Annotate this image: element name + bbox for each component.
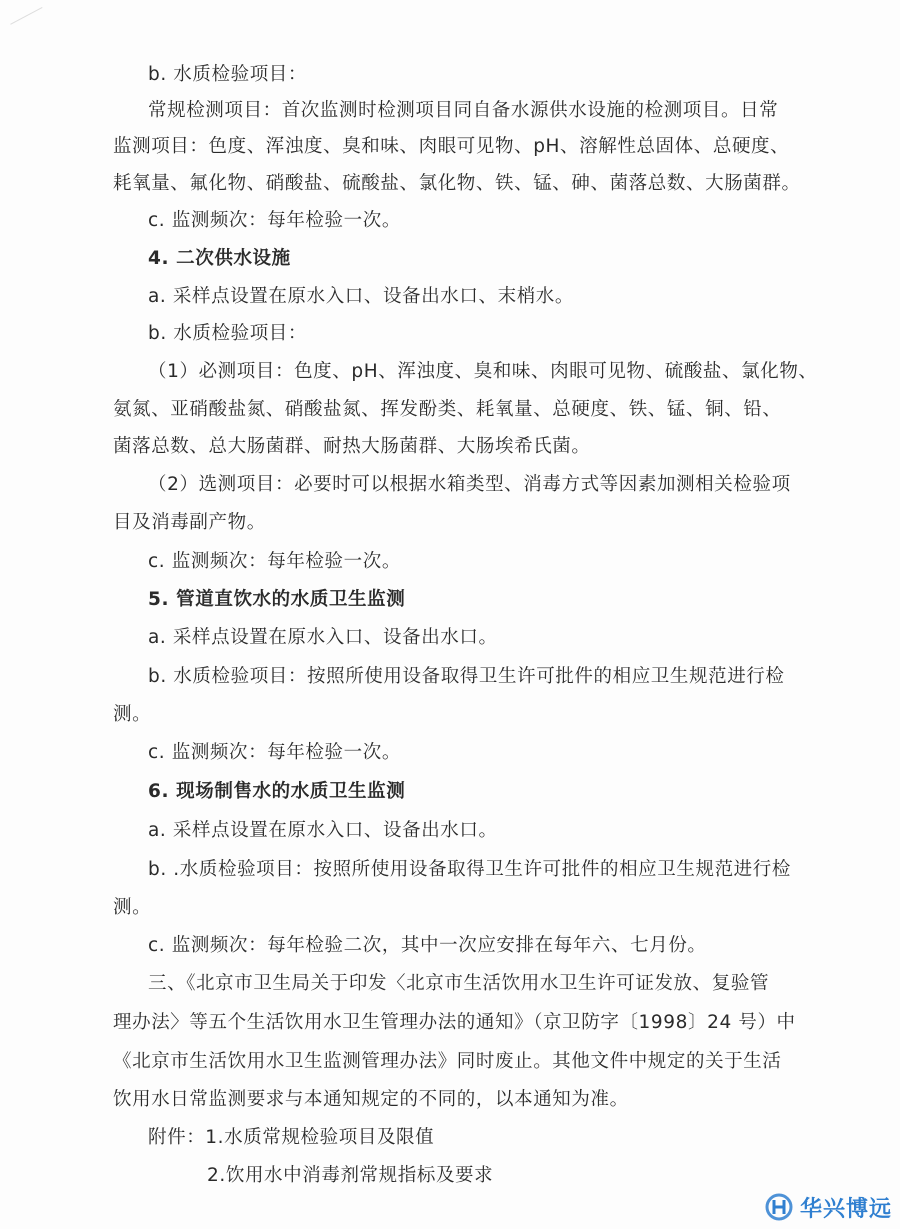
brand-name: 华兴博远 [800,1196,893,1222]
paragraph-three-line-2: 理办法〉等五个生活饮用水卫生管理办法的通知》（京卫防字〔1998〕24 号）中 [113,1012,796,1033]
paragraph-three-line-4: 饮用水日常监测要求与本通知规定的不同的，以本通知为准。 [113,1089,629,1110]
text-line-16: a. 采样点设置在原水入口、设备出水口。 [148,627,498,648]
text-line-10: 氨氮、亚硝酸盐氮、硝酸盐氮、挥发酚类、耗氧量、总硬度、铁、锰、铜、铅、 [113,399,782,420]
text-line-13: 目及消毒副产物。 [113,512,266,533]
text-line-4: 耗氧量、氟化物、硝酸盐、硫酸盐、氯化物、铁、锰、砷、菌落总数、大肠菌群。 [113,173,801,194]
text-line-7: a. 采样点设置在原水入口、设备出水口、末梢水。 [148,286,574,307]
text-line-5: c. 监测频次：每年检验一次。 [148,210,401,231]
text-line-14: c. 监测频次：每年检验一次。 [148,551,401,572]
section-heading-4: 4. 二次供水设施 [148,248,291,269]
section-heading-5: 5. 管道直饮水的水质卫生监测 [148,589,406,610]
brand-logo-icon [764,1192,794,1222]
text-line-22: b. .水质检验项目：按照所使用设备取得卫生许可批件的相应卫生规范进行检 [148,859,791,880]
text-line-1: b. 水质检验项目： [148,64,308,85]
text-line-2: 常规检测项目：首次监测时检测项目同自备水源供水设施的检测项目。日常 [148,100,779,121]
text-line-23: 测。 [113,897,152,918]
text-line-8: b. 水质检验项目： [148,323,308,344]
brand-watermark [764,1188,900,1226]
attachment-line-2: 2.饮用水中消毒剂常规指标及要求 [207,1165,494,1186]
text-line-24: c. 监测频次：每年检验二次，其中一次应安排在每年六、七月份。 [148,935,707,956]
text-line-17: b. 水质检验项目：按照所使用设备取得卫生许可批件的相应卫生规范进行检 [148,666,785,687]
text-line-9: （1）必测项目：色度、pH、浑浊度、臭和味、肉眼可见物、硫酸盐、氯化物、 [148,361,818,382]
paragraph-three-line-3: 《北京市生活饮用水卫生监测管理办法》同时废止。其他文件中规定的关于生活 [113,1051,782,1072]
text-line-11: 菌落总数、总大肠菌群、耐热大肠菌群、大肠埃希氏菌。 [113,436,591,457]
text-line-3: 监测项目：色度、浑浊度、臭和味、肉眼可见物、pH、溶解性总固体、总硬度、 [113,136,790,157]
paragraph-three-line-1: 三、《北京市卫生局关于印发〈北京市生活饮用水卫生许可证发放、复验管 [148,973,770,994]
attachment-line-1: 附件：1.水质常规检验项目及限值 [148,1127,435,1148]
text-line-21: a. 采样点设置在原水入口、设备出水口。 [148,820,498,841]
scan-artifact [10,7,54,46]
text-line-18: 测。 [113,704,152,725]
section-heading-6: 6. 现场制售水的水质卫生监测 [148,781,406,802]
text-line-19: c. 监测频次：每年检验一次。 [148,742,401,763]
text-line-12: （2）选测项目：必要时可以根据水箱类型、消毒方式等因素加测相关检验项 [148,474,791,495]
